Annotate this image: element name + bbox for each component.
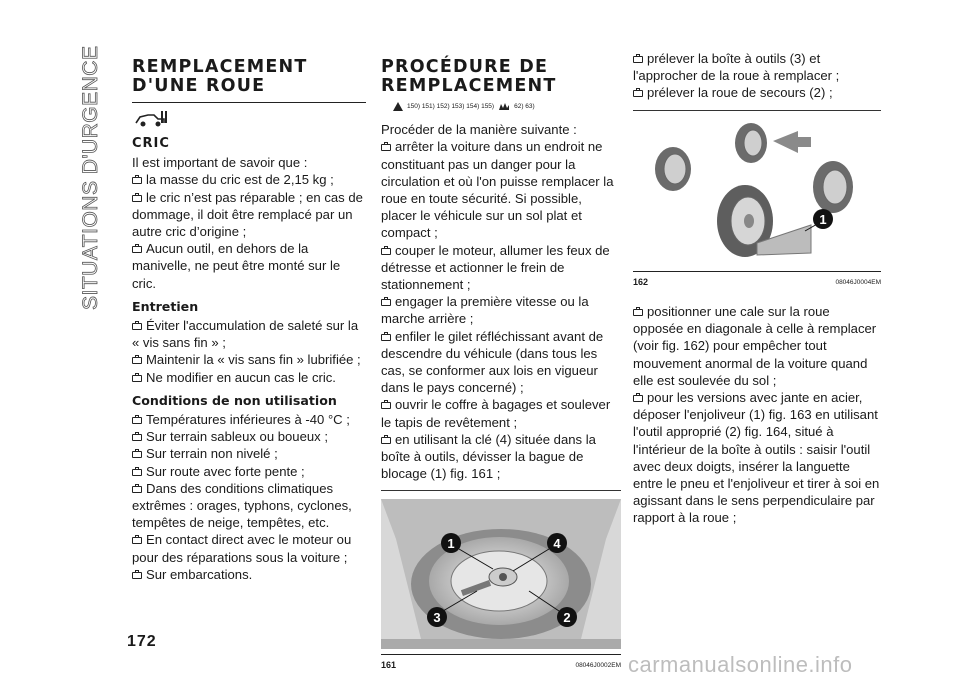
caution-refs: 62) 63): [514, 103, 535, 110]
procedure-title-line-1: PROCÉDURE DE: [381, 57, 549, 77]
bullet-icon: [132, 246, 142, 253]
bullet-icon: [132, 434, 142, 441]
page-title: [132, 58, 366, 96]
maintenance-bullet: Ne modifier en aucun cas le cric.: [132, 369, 366, 386]
bullet-icon: [381, 402, 391, 409]
bullet-icon: [132, 469, 142, 476]
maintenance-heading: Entretien: [132, 298, 199, 314]
procedure-step: ouvrir le coffre à bagages et soulever le tapis de revêtement ;: [381, 397, 611, 430]
bullet-icon: [132, 417, 142, 424]
procedure-step: prélever la roue de secours (2) ;: [633, 84, 881, 101]
conditions-bullet: Sur terrain sableux ou boueux ;: [132, 428, 366, 445]
jack-bullet: la masse du cric est de 2,15 kg ;: [132, 171, 366, 188]
bullet-icon: [381, 248, 391, 255]
callout-3: [427, 607, 447, 627]
figure-162-caption: [633, 274, 881, 291]
svg-text:2: 2: [563, 610, 571, 626]
conditions-bullet: Températures inférieures à -40 °C ;: [132, 411, 366, 428]
bullet-icon: [132, 572, 142, 579]
callout-4: [547, 533, 567, 553]
svg-text:1: 1: [819, 211, 827, 227]
procedure-step: prélever la boîte à outils (3) et l'approcher de la roue à remplacer ;: [633, 51, 840, 84]
conditions-bullet: En contact direct avec le moteur ou pour des réparations sous la voiture ;: [132, 532, 352, 565]
jack-heading: CRIC: [132, 136, 170, 151]
procedure-step: pour les versions avec jante en acier, déposer l'enjoliveur (1) fig. 163 en utilisant l'outil approprié (2) fig. 164, situé à l'intérieur de la boîte à outils : saisir l'outil avec deux doigts, insérer la languette entre le pneu et l'enjoliveur et tirer à soi en agissant dans le sens perpendiculaire par rapport à la roue ;: [633, 390, 880, 526]
callout-2: [557, 607, 577, 627]
bullet-icon: [132, 357, 142, 364]
conditions-bullet: Sur terrain non nivelé ;: [132, 445, 366, 462]
conditions-bullet: Dans des conditions climatiques extrêmes : orages, typhons, cyclones, tempêtes de neige, tempêtes, etc.: [132, 480, 352, 531]
procedure-intro: Procéder de la manière suivante :: [381, 122, 577, 138]
figure-161-caption: [381, 657, 621, 674]
car-wrench-icon: [134, 109, 170, 129]
title-line-1: REMPLACEMENT: [132, 57, 308, 77]
callout-1: [441, 533, 461, 553]
conditions-bullet: Sur embarcations.: [132, 566, 366, 583]
column-left: [132, 58, 366, 583]
jack-intro: Il est important de savoir que :: [132, 155, 308, 171]
procedure-step: couper le moteur, allumer les feux de détresse et actionner le frein de stationnement ;: [381, 242, 610, 293]
conditions-heading: Conditions de non utilisation: [132, 392, 337, 408]
bullet-icon: [381, 437, 391, 444]
bullet-icon: [633, 90, 643, 97]
figure-top-rule: [633, 110, 881, 111]
bullet-icon: [381, 299, 391, 306]
wheel-chock-illustration: [633, 119, 881, 267]
callout-1: [813, 209, 833, 229]
procedure-title: [381, 58, 621, 96]
conditions-bullet: Sur route avec forte pente ;: [132, 463, 366, 480]
procedure-step: engager la première vitesse ou la marche arrière ;: [381, 294, 589, 327]
procedure-title-line-2: REMPLACEMENT: [381, 76, 557, 96]
maintenance-bullet: Maintenir la « vis sans fin » lubrifiée ;: [132, 351, 366, 368]
bullet-icon: [381, 334, 391, 341]
svg-text:3: 3: [433, 610, 441, 626]
watermark: carmanualsonline.info: [628, 652, 853, 677]
svg-text:1: 1: [447, 536, 455, 552]
figure-161: [381, 499, 621, 654]
wheel-top-left: [655, 147, 691, 191]
column-middle: [381, 58, 621, 674]
page-number: 172: [127, 633, 157, 650]
column-right: [633, 50, 881, 527]
figure-number: 162: [633, 276, 649, 287]
title-line-2: D'UNE ROUE: [132, 76, 266, 96]
figure-number: 161: [381, 659, 397, 670]
bullet-icon: [132, 486, 142, 493]
jack-bullet: le cric n’est pas réparable ; en cas de dommage, il doit être remplacé par un autre cric d’origine ;: [132, 189, 363, 240]
wheel-top-middle: [735, 123, 767, 163]
title-divider: [132, 102, 366, 103]
bullet-icon: [132, 323, 142, 330]
caution-hand-icon: [498, 102, 510, 111]
bullet-icon: [132, 177, 142, 184]
bullet-icon: [633, 395, 643, 402]
bullet-icon: [381, 144, 391, 151]
section-side-title: SITUATIONS D'URGENCE: [79, 46, 102, 311]
bullet-icon: [132, 451, 142, 458]
maintenance-bullet: Éviter l'accumulation de saleté sur la « vis sans fin » ;: [132, 318, 359, 351]
jack-bullet: Aucun outil, en dehors de la manivelle, ne peut être monté sur le cric.: [132, 241, 341, 291]
figure-code: 08046J0004EM: [835, 278, 881, 286]
bullet-icon: [633, 56, 643, 63]
wheel-right: [813, 161, 853, 213]
bullet-icon: [633, 309, 643, 316]
procedure-step: en utilisant la clé (4) située dans la boîte à outils, dévisser la bague de blocage (1) fig. 161 ;: [381, 431, 596, 482]
svg-text:4: 4: [553, 536, 561, 552]
warning-refs: 150) 151) 152) 153) 154) 155): [407, 103, 495, 110]
procedure-step: arrêter la voiture dans un endroit ne constituant pas un danger pour la circulation et où l'on puisse remplacer la roue en toute sécurité. Si possible, placer le véhicule sur un sol plat et compact ;: [381, 139, 614, 241]
procedure-step: positionner une cale sur la roue opposée en diagonale à celle à remplacer (voir fig. 162) pour empêcher tout mouvement anormal de la voiture quand elle est soulevée du sol ;: [633, 304, 877, 388]
warning-triangle-icon: [393, 102, 403, 111]
figure-top-rule: [381, 490, 621, 491]
procedure-step: enfiler le gilet réfléchissant avant de descendre du véhicule (dans tous les cas, se conformer aux lois en vigueur dans le pays concerné) ;: [381, 328, 604, 396]
reference-notes: [393, 98, 621, 115]
bullet-icon: [132, 375, 142, 382]
bullet-icon: [132, 195, 142, 202]
figure-162: [633, 119, 881, 272]
bullet-icon: [132, 537, 142, 544]
trunk-spare-wheel-illustration: [381, 499, 621, 649]
figure-code: 08046J0002EM: [575, 661, 621, 669]
